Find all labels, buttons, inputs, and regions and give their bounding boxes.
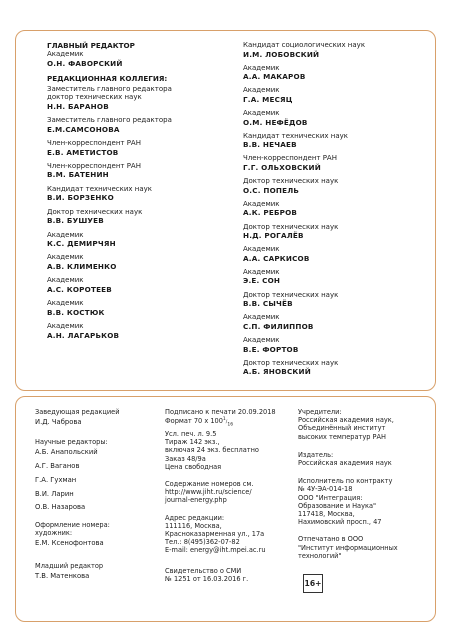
print-run: Тираж 142 экз.,	[165, 438, 220, 447]
member-name: Н.Д. РОГАЛЁВ	[243, 231, 304, 241]
head-of-office-name: И.Д. Чаброва	[35, 418, 82, 427]
text-line: А.Б. Анапольский	[35, 447, 98, 456]
board-member	[47, 162, 227, 180]
member-name: О.С. ПОПЕЛЬ	[243, 185, 300, 195]
member-title: Академик	[243, 199, 280, 208]
text-line: http://www.jiht.ru/science/	[165, 488, 252, 497]
board-member	[47, 231, 227, 249]
member-name: Е.М.САМСОНОВА	[47, 124, 120, 134]
text-line: № 1251 от 16.03.2016 г.	[165, 574, 249, 583]
member-title: Заместитель главного редактора	[47, 116, 172, 125]
media-registration	[165, 567, 290, 583]
member-name: В.В. БУШУЕВ	[47, 216, 104, 226]
member-name: А.Б. ЯНОВСКИЙ	[243, 367, 311, 377]
member-title: Член-корреспондент РАН	[47, 138, 141, 147]
print-run-free: включая 24 экз. бесплатно	[165, 446, 259, 455]
board-member	[47, 322, 227, 340]
publisher-list	[298, 459, 433, 467]
chief-editor-heading: ГЛАВНЫЙ РЕДАКТОР	[47, 41, 135, 50]
member-title: Академик	[243, 86, 280, 95]
member-name: В.В. НЕЧАЕВ	[243, 140, 297, 150]
member-name: К.С. ДЕМИРЧЯН	[47, 239, 116, 249]
printer-list	[298, 544, 433, 560]
print-info-column	[165, 408, 290, 583]
text-line: Г.А. Гухман	[35, 475, 77, 484]
member-title: Член-корреспондент РАН	[243, 154, 337, 163]
text-line: № 4У-ЭА-014-18	[298, 485, 353, 494]
member-title: Член-корреспондент РАН	[47, 161, 141, 170]
printed-title: Отпечатано в ООО	[298, 535, 364, 544]
text-line: ООО "Интеграция:	[298, 493, 363, 502]
board-right-list	[243, 41, 428, 376]
text-line: 117418, Москва,	[298, 510, 355, 519]
text-line: journal-energy.php	[165, 496, 227, 505]
contractor-list	[298, 485, 433, 526]
design-title: Оформление номера:	[35, 520, 110, 529]
science-editors-title: Научные редакторы:	[35, 437, 108, 446]
member-title: Академик	[243, 335, 280, 344]
text-line: Российская академия наук	[298, 459, 392, 468]
board-member	[243, 245, 428, 263]
board-left-list	[47, 85, 227, 340]
member-title: Кандидат социологических наук	[243, 41, 366, 49]
text-line: "Институт информационных	[298, 543, 398, 552]
member-title: доктор технических наук	[47, 93, 142, 102]
member-title: Доктор технических наук	[243, 358, 339, 367]
member-title: Заместитель главного редактора	[47, 84, 172, 93]
board-member	[47, 276, 227, 294]
board-member	[243, 154, 428, 172]
member-title: Доктор технических наук	[243, 177, 339, 186]
member-name: О.М. НЕФЁДОВ	[243, 117, 308, 127]
board-member	[243, 291, 428, 309]
board-member	[243, 336, 428, 354]
member-name: Е.В. АМЕТИСТОВ	[47, 147, 119, 157]
board-member	[243, 359, 428, 377]
member-name: А.В. КЛИМЕНКО	[47, 262, 117, 272]
board-member	[243, 64, 428, 82]
head-of-office-title: Заведующая редакцией	[35, 408, 120, 416]
board-member	[47, 116, 227, 134]
text-line: Свидетельство о СМИ	[165, 566, 242, 575]
contractor-title: Исполнитель по контракту	[298, 477, 393, 486]
board-member	[47, 185, 227, 203]
founders-title: Учредители:	[298, 408, 342, 416]
text-line: 111116, Москва,	[165, 521, 222, 530]
design-name: Е.М. Ксенофонтова	[35, 539, 104, 548]
editorial-address	[165, 514, 290, 555]
member-name: В.М. БАТЕНИН	[47, 170, 109, 180]
member-name: В.В. СЫЧЁВ	[243, 299, 293, 309]
design-role: художник:	[35, 529, 73, 538]
member-title: Академик	[243, 109, 280, 118]
member-name: В.И. БОРЗЕНКО	[47, 193, 114, 203]
text-line: Тел.: 8(495)362-07-82	[165, 538, 240, 547]
founders-column	[298, 408, 433, 560]
member-name: А.А. МАКАРОВ	[243, 72, 306, 82]
founders-list	[298, 416, 433, 441]
board-member	[47, 253, 227, 271]
order-number: Заказ 48/9а	[165, 454, 206, 463]
board-member	[243, 109, 428, 127]
member-title: Академик	[47, 230, 84, 239]
board-member	[243, 223, 428, 241]
member-name: Э.Е. СОН	[243, 276, 281, 286]
text-line: В.И. Ларин	[35, 489, 74, 498]
format: Формат 70 х $100^1/_{16}$	[165, 417, 234, 428]
text-line: высоких температур РАН	[298, 432, 386, 441]
contents-info	[165, 480, 290, 505]
board-member	[243, 200, 428, 218]
member-name: В.В. КОСТЮК	[47, 307, 105, 317]
board-member	[243, 177, 428, 195]
board-left-column	[47, 41, 227, 340]
text-line: О.В. Назарова	[35, 503, 86, 512]
member-name: А.С. КОРОТЕЕВ	[47, 284, 112, 294]
text-line: Красноказарменная ул., 17а	[165, 529, 265, 538]
price: Цена свободная	[165, 462, 222, 471]
member-name: И.М. ЛОБОВСКИЙ	[243, 49, 320, 59]
staff-column	[35, 408, 155, 580]
member-title: Кандидат технических наук	[243, 131, 348, 140]
text-line: Адрес редакции:	[165, 513, 225, 522]
member-title: Доктор технических наук	[243, 222, 339, 231]
member-name: С.П. ФИЛИППОВ	[243, 321, 314, 331]
board-right-column	[243, 41, 428, 376]
member-name: Г.А. МЕСЯЦ	[243, 94, 293, 104]
board-member	[47, 139, 227, 157]
member-title: Академик	[47, 299, 84, 308]
member-name: А.К. РЕБРОВ	[243, 208, 298, 218]
member-title: Академик	[243, 313, 280, 322]
board-member	[243, 268, 428, 286]
board-member	[243, 313, 428, 331]
board-member	[47, 85, 227, 111]
member-title: Академик	[47, 253, 84, 262]
member-title: Доктор технических наук	[243, 290, 339, 299]
text-line: Содержание номеров см.	[165, 479, 254, 488]
member-name: Н.Н. БАРАНОВ	[47, 101, 109, 111]
junior-editor-title: Младший редактор	[35, 561, 104, 570]
chief-editor-name: О.Н. ФАВОРСКИЙ	[47, 58, 123, 68]
text-line: Объединённый институт	[298, 424, 386, 433]
member-name: А.Н. ЛАГАРЬКОВ	[47, 330, 120, 340]
member-title: Доктор технических наук	[47, 207, 143, 216]
text-line: А.Г. Ваганов	[35, 461, 80, 470]
signed-date: Подписано к печати 20.09.2018	[165, 408, 276, 416]
chief-editor-title: Академик	[47, 50, 84, 58]
member-name: Г.Г. ОЛЬХОВСКИЙ	[243, 163, 321, 173]
board-member	[243, 86, 428, 104]
member-title: Академик	[243, 63, 280, 72]
member-title: Академик	[47, 276, 84, 285]
science-editors-list	[35, 448, 155, 512]
board-member	[243, 132, 428, 150]
member-name: А.А. САРКИСОВ	[243, 253, 310, 263]
sheets: Усл. печ. л. 9.5	[165, 429, 217, 438]
member-title: Академик	[243, 267, 280, 276]
board-heading: РЕДАКЦИОННАЯ КОЛЛЕГИЯ:	[47, 73, 168, 83]
text-line: технологий"	[298, 551, 342, 560]
board-member	[47, 299, 227, 317]
junior-editor-name: Т.В. Матенкова	[35, 571, 90, 580]
text-line: Образование и Наука"	[298, 501, 377, 510]
text-line: E-mail: energy@iht.mpei.ac.ru	[165, 546, 266, 555]
member-title: Кандидат технических наук	[47, 184, 152, 193]
member-title: Академик	[243, 245, 280, 254]
member-name: В.Е. ФОРТОВ	[243, 344, 299, 354]
age-rating-badge: 16+	[303, 574, 323, 593]
member-title: Академик	[47, 322, 84, 331]
board-member	[47, 208, 227, 226]
board-member	[243, 41, 428, 59]
text-line: Российская академия наук,	[298, 416, 394, 425]
text-line: Нахимовский просп., 47	[298, 518, 382, 527]
publisher-title: Издатель:	[298, 450, 334, 459]
